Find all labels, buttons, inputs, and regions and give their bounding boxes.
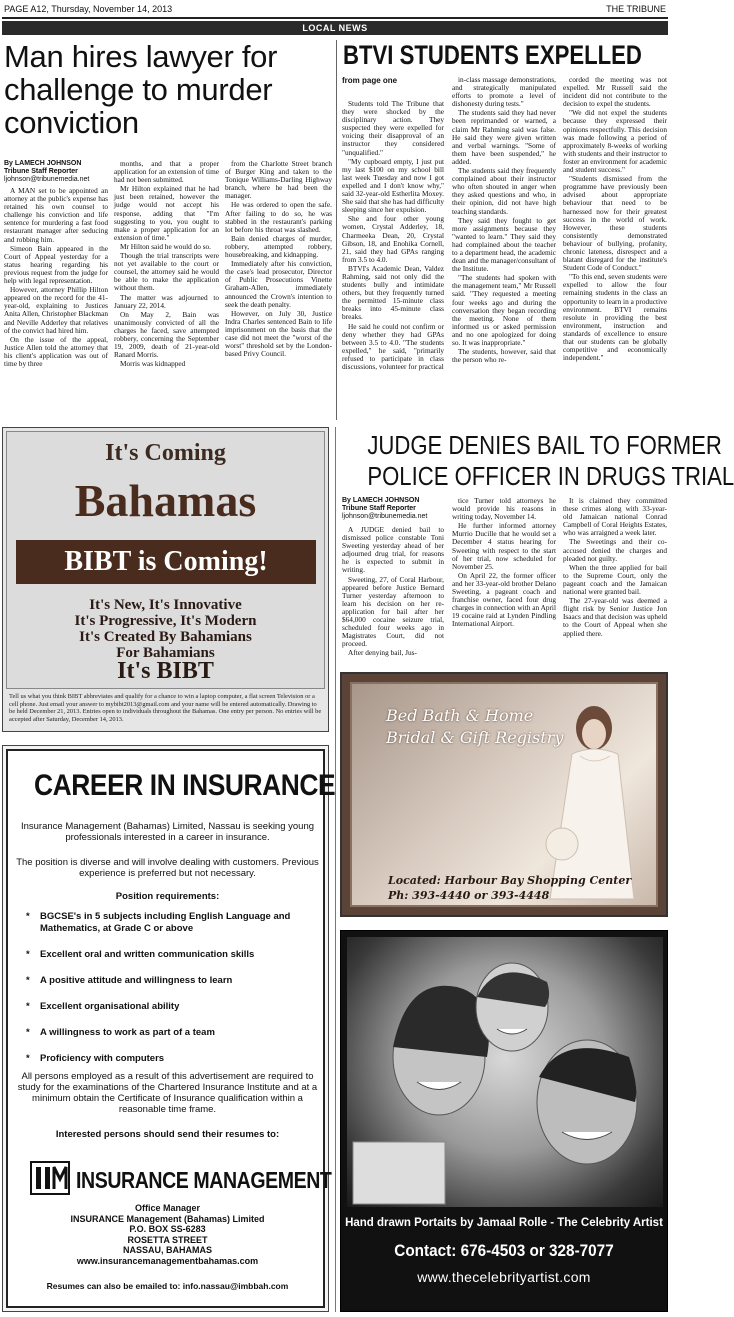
byline-title: Tribune Staff Reporter [4,168,78,175]
ad-lines [7,597,324,661]
paragraph: Sweeting, 27, of Coral Harbour, appeared before Justice Bernard Turner yesterday afternoon to learn his decision on her re-application for bail after her $64,000 cocaine seizure trial, scheduled four weeks ago in Magistrates Court, did not proceed. [342,574,444,649]
paragraph: A MAN set to be appointed an attorney at the public's expense has retained his own counsel to challenge his conviction and life sentence for murdering a fast food restaurant manager after seducing and robbing him. [4,186,108,244]
story3-column-3 [563,497,667,668]
list-item: * Excellent oral and written communication skills [26,949,316,961]
column-divider [335,427,336,1312]
store-name: Bed Bath & Home [386,706,534,725]
paragraph: On the issue of the appeal, Justice Allen told the attorney that his client's application was out of time by three [4,334,108,368]
paragraph: However, attorney Phillip Hilton appeared on the record for the 41-year-old, explaining to Justices Anita Allen, Christopher Blackman and Neville Adderley that relatives of the convict had hired him. [4,285,108,335]
list-item: * A positive attitude and willingness to learn [26,975,316,987]
story2-headline: BTVI STUDENTS EXPELLED [343,40,642,70]
story3-column-1 [342,526,444,668]
paragraph: The matter was adjourned to January 22, 2014. [114,292,219,310]
artist-caption: Hand drawn Portaits by Jamaal Rolle - The Celebrity Artist [345,1217,663,1229]
byline-email: ljohnson@tribunemedia.net [4,176,90,183]
address-line: INSURANCE Management (Bahamas) Limited [70,1213,265,1224]
ad-requirements-heading: Position requirements: [115,891,220,902]
paragraph: "To this end, seven students were expelled to allow the four remaining students in the class an opportunity to learn in a productive environment. BTVI remains resolute in providing the best environment, instruction and standards of excellence to ensure that our students can be globally competitive and economically independent." [563,272,667,363]
bibt-advertisement [2,427,329,732]
paragraph: He was ordered to open the safe. After failing to do so, he was stabbed in the restaurant's parking lot before his throat was slashed. [225,200,332,234]
family-portrait-drawing [347,937,663,1207]
story3-byline [342,497,454,521]
byline-title: Tribune Staff Reporter [342,505,416,512]
paragraph: A JUDGE denied bail to dismissed police constable Toni Sweeting yesterday ahead of her adjourned drug trial, for reasons he is expected to submit in writing. [342,525,444,575]
paragraph: However, on July 30, Justice Indra Charles sentenced Bain to life imprisonment on the basis that the case did not meet the "worst of the worst" threshold set by the London-based Privy Council. [225,308,332,359]
ad-position: The position is diverse and will involve dealing with customers. Previous experience is preferred but not necessary. [16,857,319,879]
ad-address [16,1203,319,1266]
requirements-list [26,911,316,1079]
paragraph: Mr Hilton explained that he had just been retained, however the judge would not accept his response, adding that "I'm suggesting to you, you ought to make a proper application for an extension of time." [114,184,219,242]
artist-contact: Contact: 676-4503 or 328-7077 [394,1241,614,1260]
headline-line: JUDGE DENIES BAIL TO FORMER [367,430,722,460]
artist-website: www.thecelebrityartist.com [417,1269,591,1285]
registry-name: Bridal & Gift Registry [386,728,564,747]
paragraph: months, and that a proper application for an extension of time had not been submitted. [114,159,219,185]
ad-line: For Bahamians [116,645,215,661]
bride-illustration-icon [522,694,652,899]
ad-panel [6,431,325,689]
story2-column-3 [563,76,667,422]
paragraph: He said he could not confirm or deny whether they had GPAs between 3.5 to 4.0. "The students expelled," he said, "primarily refused to participate in class discussions, volunteer for practical [342,321,444,371]
ad-slogan: It's BIBT [117,658,214,684]
paragraph: from the Charlotte Street branch of Burger King and taken to the Tonique Williams-Darling Highway branch, where he had been the manager. [225,159,332,201]
story2-column-2 [452,76,556,422]
address-line: NASSAU, BAHAMAS [122,1245,212,1255]
ad-tagline: It's Coming [105,440,226,466]
byline-name: By LAMECH JOHNSON [342,497,420,504]
paragraph: in-class massage demonstrations, and strategically manipulated efforts to promote a level of dishonesty during tests." [452,75,556,109]
address-line: ROSETTA STREET [127,1234,208,1245]
paragraph: The 27-year-old was deemed a flight risk by Senior Justice Jon Isaacs and that decision was upheld to the Court of Appeal when she applied there. [563,596,667,638]
jump-line: from page one [342,76,398,85]
ad-line: It's New, It's Innovative [89,597,242,613]
store-phone: Ph: 393-4440 or 393-4448 [388,889,550,902]
logo-text: INSURANCE MANAGEMENT [76,1167,332,1193]
paragraph: corded the meeting was not expelled. Mr Russell said the incident did not contribute to the decision to expel the students. [563,75,667,109]
bed-bath-home-advertisement [340,672,668,917]
address-line: P.O. BOX SS-6283 [129,1224,206,1234]
address-line: www.insurancemanagementbahamas.com [76,1255,259,1266]
paragraph: tice Turner told attorneys he would provide his reasons in writing today, November 14. [452,496,556,522]
list-item: * Proficiency with computers [26,1053,316,1065]
paragraph: "Students dismissed from the programme have previously been advised about appropriate behaviour that need to be harnessed now for their greatest success in the world of work. However, these students consistently demonstrated behaviour of bullying, profanity, chronic lateness, disrespect and a blatant disregard for the institute's Student Code of Conduct." [563,174,667,273]
paragraph: "We did not expel the students because they expressed their opinions respectfully. This decision was made following a period of approximately 8-weeks of working with students and their instructor to foster an environment for academic and student success." [563,108,667,175]
column-divider [336,40,337,420]
list-item: * BGCSE's in 5 subjects including English Language and Mathematics, at Grade C or above [26,911,316,935]
story1-byline [4,160,104,184]
ad-email-line: Resumes can also be emailed to: info.nassau@imbbah.com [46,1281,289,1291]
paragraph: Simeon Bain appeared in the Court of Appeal yesterday for a status hearing regarding his previous request from the judge for help with legal representation. [4,243,108,286]
paragraph: On May 2, Bain was unanimously convicted of all the charges he faced, save attempted robbery, concerning the September 19, 2009, death of 21-year-old Ranard Morris. [114,309,219,360]
page-header [2,2,668,16]
story1-column-1 [4,187,108,415]
story2-column-1 [342,100,444,422]
logo-mark-icon [30,1161,70,1195]
ad-headline: Bahamas [74,475,257,526]
ad-qualification: All persons employed as a result of this advertisement are required to study for the examinations of the Chartered Insurance Institute and at a minimum obtain the Certificate of Insurance qualification within a reasonable time frame. [17,1071,318,1115]
celebrity-artist-advertisement [340,930,668,1312]
paragraph: Morris was kidnapped [120,359,186,369]
ad-line: It's Progressive, It's Modern [74,613,257,629]
ad-panel [6,749,336,1308]
paragraph: The students said they had never been reprimanded or warned, a claim Mr Rahming said was false. He said they were given written and verbal warnings. "Some of them have been suspended," he added. [452,108,556,166]
paragraph: The students, however, said that the person who re- [452,347,556,365]
list-item: * Excellent organisational ability [26,1001,316,1013]
ad-title: CAREER IN INSURANCE [34,769,336,802]
paragraph: Though the trial transcripts were not yet available to the court or counsel, the attorney said he would be able to make the application without them. [114,251,219,293]
bridal-photo [350,682,658,907]
paragraph: The students said they frequently complained about their instructor who often shouted in anger when they asked questions and who, in their opinion, did not have high teaching standards. [452,166,556,216]
paragraph: After denying bail, Jus- [348,648,417,658]
paragraph: When the three applied for bail to the Supreme Court, only the pageant coach and the Jamaican national were granted bail. [563,562,667,597]
portrait-faces-icon [347,937,663,1207]
paragraph: Immediately after his conviction, the case's lead prosecutor, Director of Public Prosecutions Vinette Graham-Allen, immediately announced the Crown's intention to seek the death penalty. [225,259,332,309]
paragraph: Mr Hilton said he would do so. [120,241,212,251]
ad-send-resumes: Interested persons should send their resumes to: [55,1129,280,1140]
headline-line: POLICE OFFICER IN DRUGS TRIAL [367,461,734,491]
byline-email: ljohnson@tribunemedia.net [342,513,428,520]
paragraph: BTVI's Academic Dean, Valdez Rahming, said not only did the students bully and intimidate others, but they frequently turned the permitted 15-minute class breaks into 45-minute class breaks. [342,263,444,322]
paragraph: The Sweetings and their co-accused denied the charges and pleaded not guilty. [563,537,667,563]
address-line: Office Manager [134,1203,201,1213]
story1-headline: Man hires lawyer for challenge to murder conviction [4,39,278,140]
store-location: Located: Harbour Bay Shopping Center [388,874,632,887]
list-item: * A willingness to work as part of a team [26,1027,316,1039]
story1-column-2 [114,160,219,415]
story3-column-2 [452,497,556,668]
story3-headline [367,430,734,492]
ad-line: It's Created By Bahamians [79,629,252,645]
insurance-management-logo [30,1159,332,1199]
paragraph: On April 22, the former officer and her 33-year-old brother Delano Sweeting, a pageant coach and franchise owner, faced four drug charges in connection with an April 19 cocaine raid at Lynden Pindling International Airport. [452,570,556,629]
ad-banner: BIBT is Coming! [16,540,316,584]
page-info: PAGE A12, Thursday, November 14, 2013 [4,4,173,14]
ad-intro: Insurance Management (Bahamas) Limited, Nassau is seeking young professionals interested in a career in insurance. [20,821,315,843]
ad-fine-print: Tell us what you think BIBT abbreviates and qualify for a chance to win a laptop computer, a flat screen Television or a cell phone. Just email your answer to mybibt2013@gmail.com and your name will be entered automatically. Drawing to be held December 21, 2013. Entries open to individuals throughout the Bahamas. One entry per person. No entries will be accepted after Saturday, December 14, 2013. [9,693,322,723]
paragraph: Students told The Tribune that they were shocked by the disciplinary action. They suspected they were expelled for voicing their disapproval of an instructor they considered "unqualified." [342,99,444,157]
paragraph: He further informed attorney Murrio Ducille that he would set a December 4 status hearing for Sweeting with respect to the start of her trial, now scheduled for November 25. [452,521,556,571]
byline-name: By LAMECH JOHNSON [4,160,82,167]
section-label: LOCAL NEWS [2,21,668,35]
masthead-name: THE TRIBUNE [606,4,666,14]
paragraph: They said they fought to get more assignments because they "wanted to learn." They said they had complained about the teacher to a department head, the academic dean and the manager/consultant of the Institute. [452,215,556,274]
paragraph: It is claimed they committed these crimes along with 33-year-old Jamaican national Conrad Campbell of Coral Heights Estates, who was arraigned a week later. [563,496,667,538]
paragraph: "My cupboard empty, I just put my last $100 on my school bill last week Tuesday and now I got expelled and I don't know why," said 32-year-old Estherlita Moxey. She said that she has had difficulty sleeping since her expulsion. [342,156,444,215]
paragraph: "The students had spoken with the management team," Mr Russell said. "They requested a meeting four weeks ago and during the conversation they began recording the meeting. None of them informed us or asked permission and no one apologized for doing so. It was inappropriate." [452,273,556,347]
career-insurance-advertisement [2,745,336,1312]
header-rule [2,17,668,19]
paragraph: She and four other young women, Crystal Adderley, 18, Charmeeka Dean, 20, Crystal Gibson, 18, and Enohika Cornell, 21, said they had GPAs ranging from 3.5 to 4.0. [342,214,444,264]
paragraph: Bain denied charges of murder, robbery, attempted robbery, housebreaking, and kidnapping. [225,233,332,260]
story1-column-3 [225,160,332,415]
